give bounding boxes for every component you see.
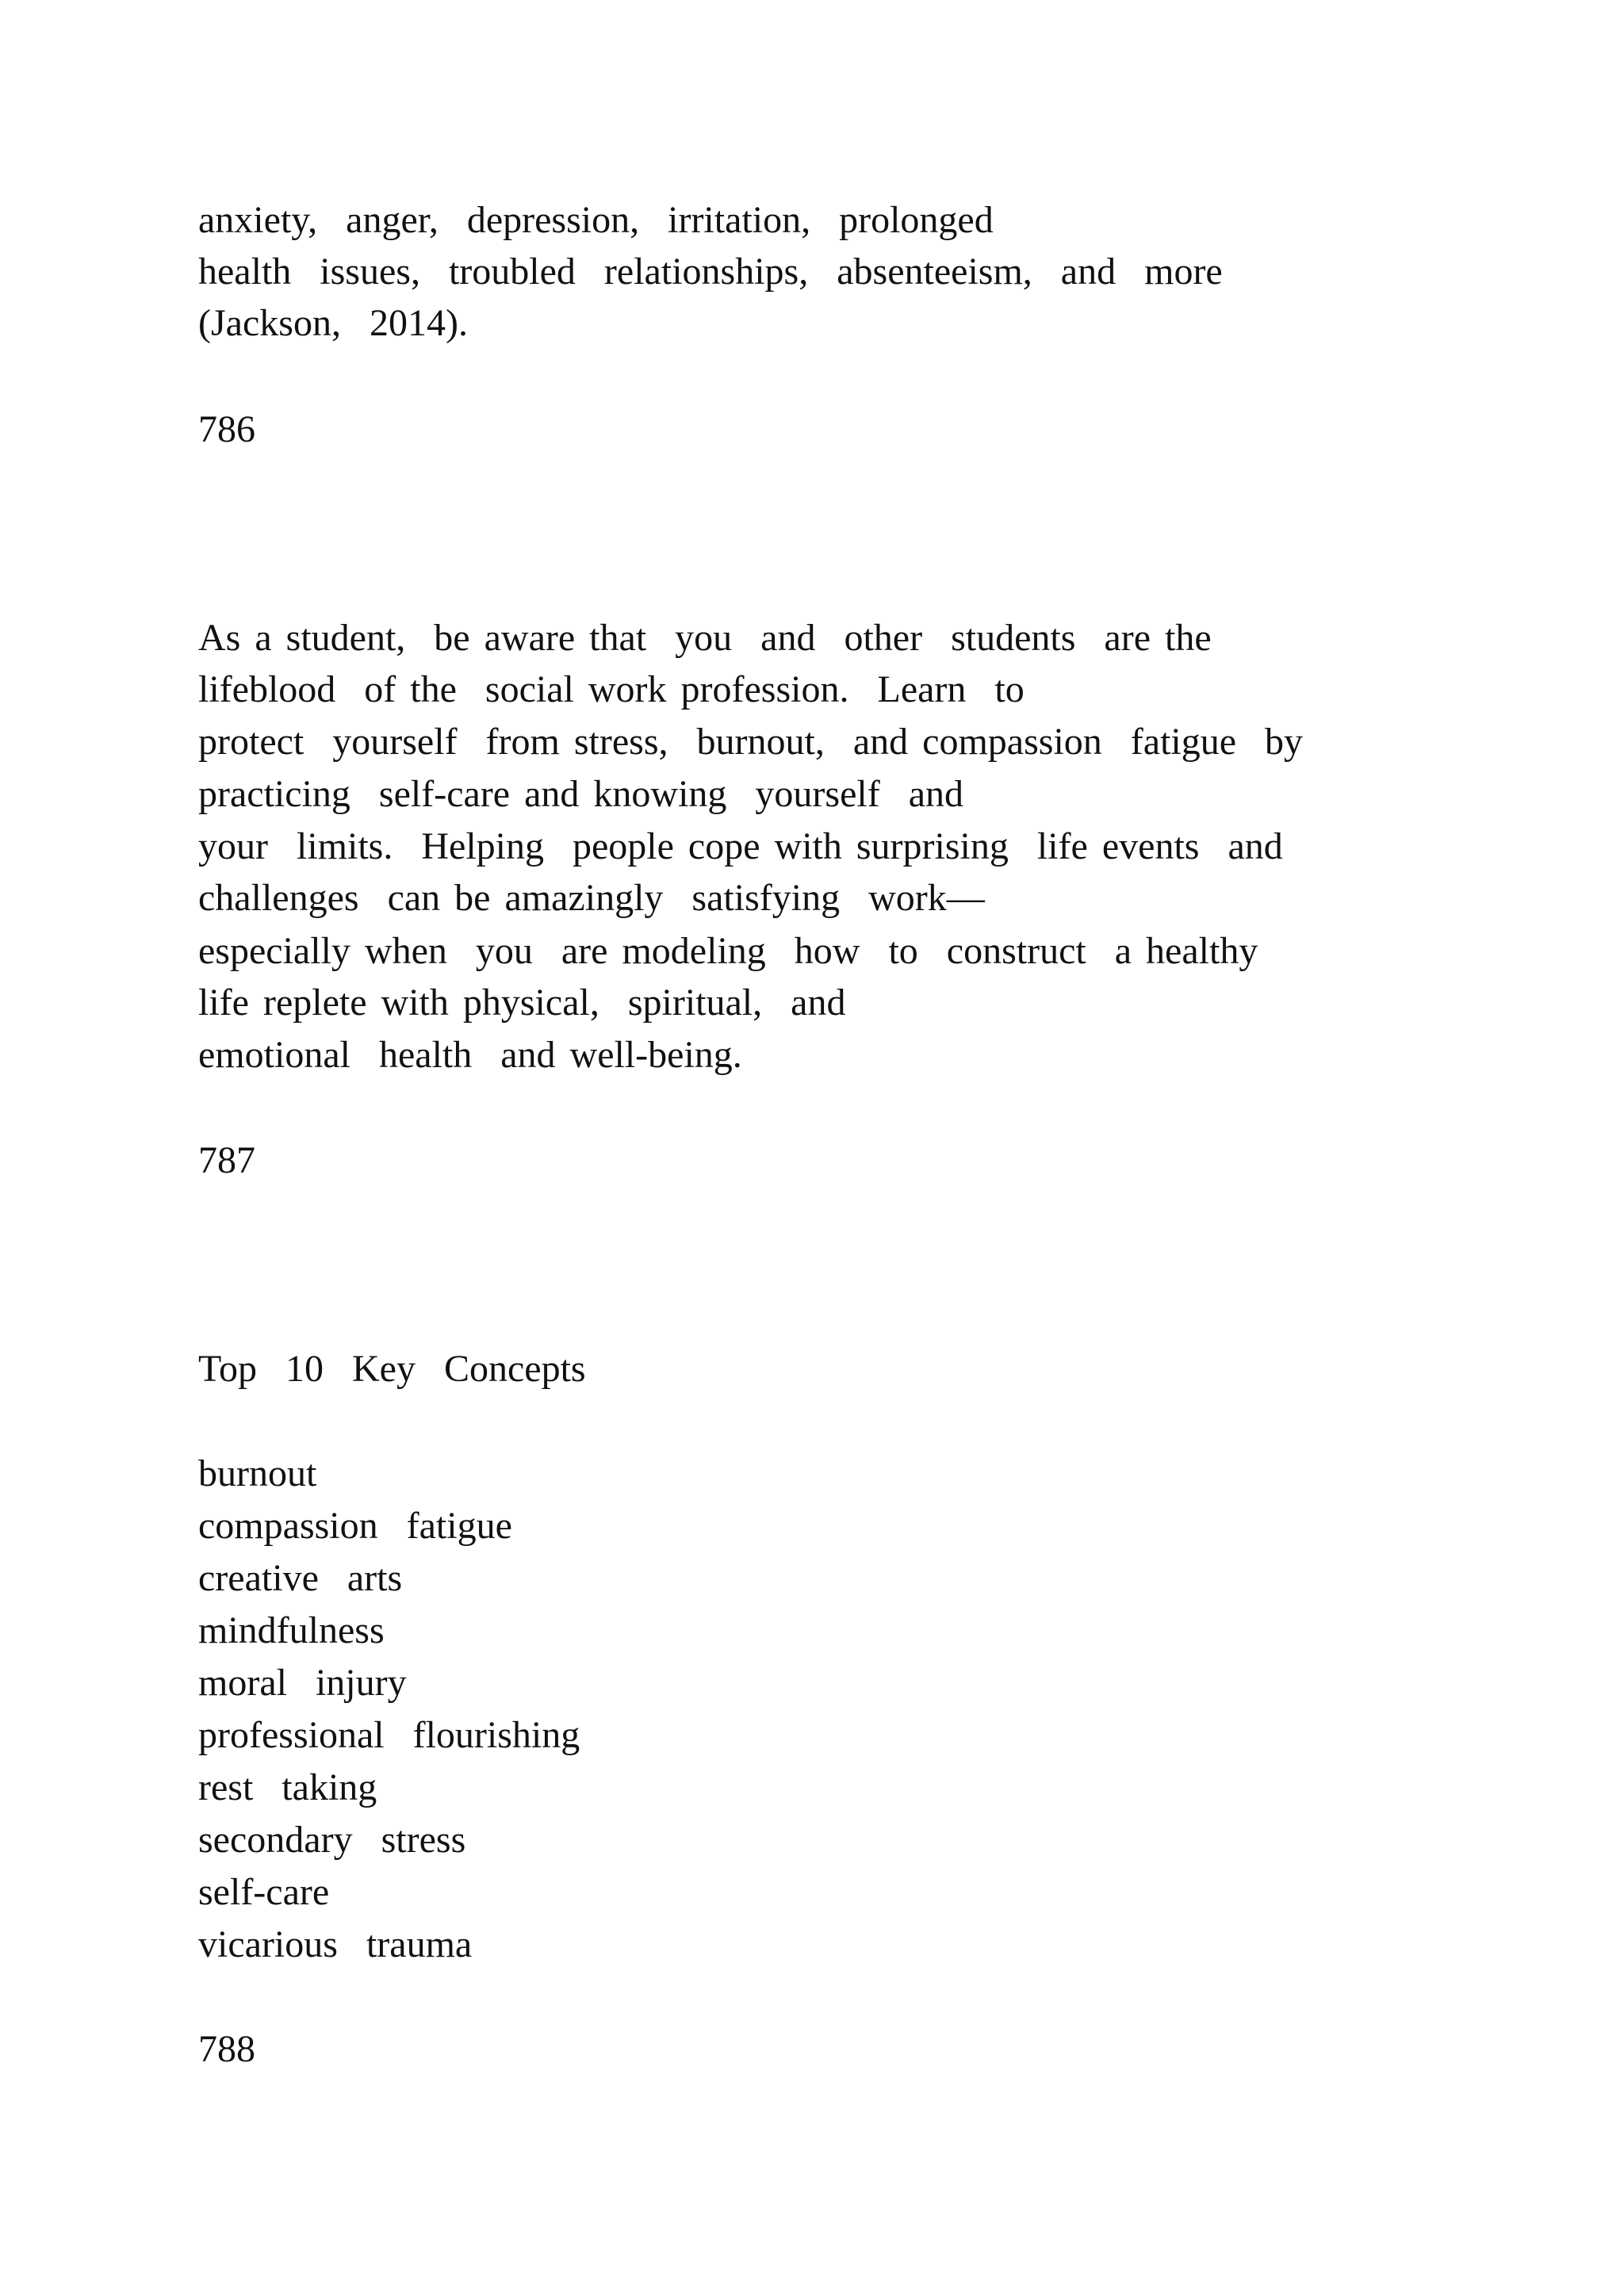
list-item: creative arts <box>198 1557 403 1599</box>
paragraph-line: your limits. Helping people cope with surprising life events and <box>198 825 1283 867</box>
paragraph-line: lifeblood of the social work profession. Learn to <box>198 668 1025 710</box>
page-number: 787 <box>198 1139 255 1181</box>
list-item: burnout <box>198 1452 317 1494</box>
list-item: compassion fatigue <box>198 1505 512 1547</box>
list-item: self-care <box>198 1871 330 1913</box>
page-number: 786 <box>198 408 255 450</box>
list-item: rest taking <box>198 1766 377 1808</box>
list-item: professional flourishing <box>198 1714 580 1756</box>
list-item: vicarious trauma <box>198 1923 473 1965</box>
section-heading: Top 10 Key Concepts <box>198 1348 586 1390</box>
paragraph-line: emotional health and well-being. <box>198 1034 742 1076</box>
paragraph-line: challenges can be amazingly satisfying work— <box>198 877 985 919</box>
list-item: moral injury <box>198 1662 407 1704</box>
page-number: 788 <box>198 2028 255 2070</box>
paragraph-line: especially when you are modeling how to construct a healthy <box>198 930 1258 972</box>
paragraph-line: practicing self-care and knowing yourself and <box>198 773 963 815</box>
paragraph-line: As a student, be aware that you and other students are the <box>198 617 1212 659</box>
list-item: mindfulness <box>198 1609 385 1651</box>
paragraph-line: anxiety, anger, depression, irritation, prolonged <box>198 199 994 241</box>
paragraph-line: health issues, troubled relationships, absenteeism, and more <box>198 251 1223 293</box>
paragraph-line: protect yourself from stress, burnout, and compassion fatigue by <box>198 721 1304 763</box>
list-item: secondary stress <box>198 1819 466 1861</box>
paragraph-line: (Jackson, 2014). <box>198 302 468 344</box>
paragraph-line: life replete with physical, spiritual, and <box>198 982 846 1024</box>
